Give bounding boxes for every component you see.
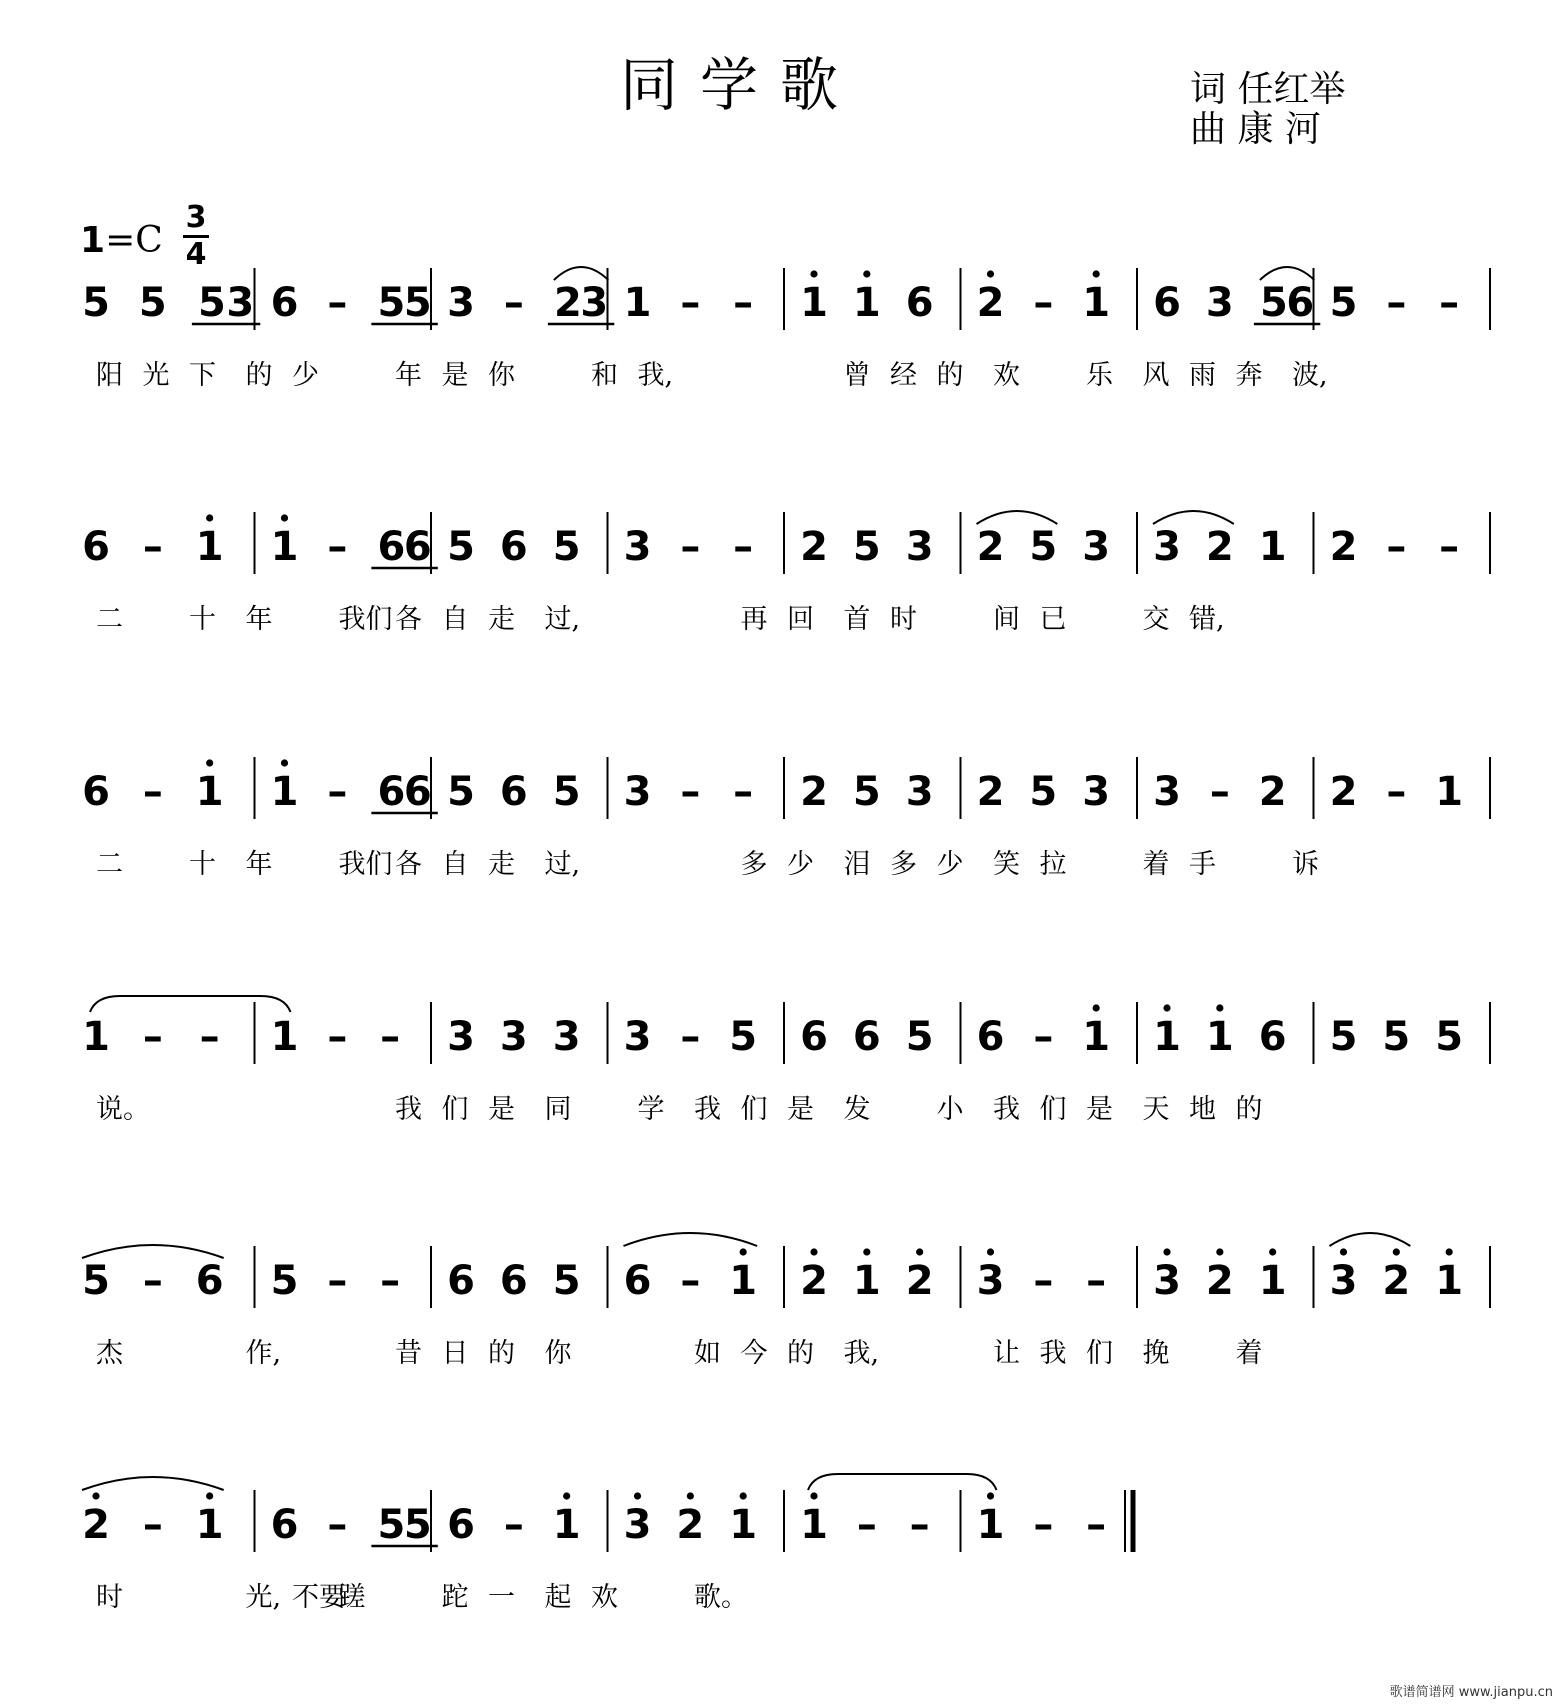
note-5: 5 xyxy=(82,1258,110,1304)
lyric: 我们 xyxy=(338,604,393,635)
lyric: 日 xyxy=(441,1338,469,1369)
lyric: 风 xyxy=(1142,360,1170,391)
note-5: 5 xyxy=(403,1502,432,1548)
lyric: 小 xyxy=(936,1094,964,1125)
lyric: 二 xyxy=(96,604,123,635)
note-3: 3 xyxy=(499,1014,528,1060)
note-3: 3 xyxy=(580,280,609,326)
lyric: 学 xyxy=(637,1094,665,1125)
octave-dot xyxy=(687,1492,694,1499)
lyric: 各 xyxy=(395,604,422,635)
octave-dot xyxy=(1093,270,1100,277)
note-5: 5 xyxy=(1029,524,1058,570)
lyric: 你 xyxy=(544,1338,572,1369)
lyric: 杰 xyxy=(96,1338,123,1369)
octave-dot xyxy=(563,1492,570,1499)
lyric: 是 xyxy=(441,360,469,391)
dash-note: – xyxy=(733,769,754,815)
note-5: 5 xyxy=(905,1014,934,1060)
dash-note: – xyxy=(199,1014,220,1060)
lyric: 年 xyxy=(395,360,422,391)
lyric: 各 xyxy=(395,849,422,880)
dash-note: – xyxy=(503,280,524,326)
octave-dot xyxy=(1216,1248,1223,1255)
lyric: 再 xyxy=(740,604,768,635)
lyric: 的 xyxy=(245,360,273,391)
lyric: 发 xyxy=(843,1094,871,1125)
note-5: 5 xyxy=(447,769,475,815)
dash-note: – xyxy=(680,1258,701,1304)
note-2: 2 xyxy=(1329,524,1358,570)
octave-dot xyxy=(634,1492,641,1499)
octave-dot xyxy=(281,759,288,766)
lyric: 着 xyxy=(1142,849,1170,880)
octave-dot xyxy=(206,514,213,521)
note-6: 6 xyxy=(403,769,432,815)
note-1: 1 xyxy=(82,1014,110,1060)
lyric: 阳 xyxy=(96,360,123,391)
note-1: 1 xyxy=(195,524,224,570)
note-6: 6 xyxy=(499,769,528,815)
note-5: 5 xyxy=(377,280,406,326)
octave-dot xyxy=(1340,1248,1347,1255)
lyric: 走 xyxy=(488,849,515,880)
note-1: 1 xyxy=(270,769,299,815)
lyric: 拉 xyxy=(1039,849,1067,880)
note-2: 2 xyxy=(976,280,1005,326)
lyric: 的 xyxy=(488,1338,515,1369)
dash-note: – xyxy=(680,524,701,570)
lyric: 我, xyxy=(637,360,674,391)
note-3: 3 xyxy=(623,1014,652,1060)
note-6: 6 xyxy=(447,1502,475,1548)
octave-dot xyxy=(916,1248,923,1255)
note-1: 1 xyxy=(729,1502,758,1548)
lyric: 昔 xyxy=(395,1338,422,1369)
octave-dot xyxy=(987,1248,994,1255)
lyric: 诉 xyxy=(1292,849,1319,880)
dash-note: – xyxy=(733,280,754,326)
note-2: 2 xyxy=(1205,524,1234,570)
note-6: 6 xyxy=(82,524,110,570)
dash-note: – xyxy=(380,1014,401,1060)
dash-note: – xyxy=(1086,1258,1107,1304)
note-5: 5 xyxy=(138,280,167,326)
note-6: 6 xyxy=(82,769,110,815)
note-3: 3 xyxy=(623,524,652,570)
lyric: 时 xyxy=(890,604,917,635)
note-1: 1 xyxy=(195,1502,224,1548)
dash-note: – xyxy=(142,1014,163,1060)
dash-note: – xyxy=(1439,524,1460,570)
lyric: 少 xyxy=(936,849,964,880)
note-2: 2 xyxy=(800,1258,828,1304)
lyric: 年 xyxy=(245,849,273,880)
note-6: 6 xyxy=(377,524,406,570)
note-3: 3 xyxy=(552,1014,581,1060)
octave-dot xyxy=(863,1248,870,1255)
note-5: 5 xyxy=(197,280,226,326)
lyric: 年 xyxy=(245,604,273,635)
lyric: 我 xyxy=(395,1094,422,1125)
note-6: 6 xyxy=(976,1014,1005,1060)
lyric: 蹉 xyxy=(338,1582,366,1613)
note-2: 2 xyxy=(800,524,828,570)
note-1: 1 xyxy=(1153,1014,1181,1060)
lyric: 说。 xyxy=(96,1094,150,1125)
note-1: 1 xyxy=(800,1502,828,1548)
note-3: 3 xyxy=(623,769,652,815)
note-5: 5 xyxy=(270,1258,299,1304)
lyric: 错, xyxy=(1189,604,1225,635)
dash-note: – xyxy=(327,524,348,570)
lyric: 挽 xyxy=(1142,1338,1170,1369)
watermark: 歌谱简谱网 www.jianpu.cn xyxy=(1389,1685,1553,1700)
lyric: 回 xyxy=(787,604,814,635)
lyric: 让 xyxy=(993,1338,1020,1369)
time-signature-bottom: 4 xyxy=(185,237,207,272)
note-1: 1 xyxy=(1258,1258,1287,1304)
lyric: 波, xyxy=(1292,360,1328,391)
note-1: 1 xyxy=(1082,1014,1111,1060)
note-5: 5 xyxy=(377,1502,406,1548)
lyric: 二 xyxy=(96,849,123,880)
lyric: 雨 xyxy=(1189,360,1216,391)
dash-note: – xyxy=(1086,1502,1107,1548)
note-6: 6 xyxy=(800,1014,828,1060)
slur xyxy=(82,1245,224,1258)
note-6: 6 xyxy=(1153,280,1181,326)
note-6: 6 xyxy=(270,280,299,326)
note-1: 1 xyxy=(852,1258,881,1304)
lyric: 光, xyxy=(245,1582,282,1613)
octave-dot xyxy=(740,1492,747,1499)
note-6: 6 xyxy=(499,1258,528,1304)
note-3: 3 xyxy=(1082,524,1111,570)
lyric: 的 xyxy=(787,1338,814,1369)
octave-dot xyxy=(740,1248,747,1255)
note-3: 3 xyxy=(623,1502,652,1548)
dash-note: – xyxy=(1033,1014,1054,1060)
lyric: 一 xyxy=(488,1582,515,1613)
slur xyxy=(1260,267,1314,280)
note-1: 1 xyxy=(1258,524,1287,570)
note-3: 3 xyxy=(447,280,475,326)
tie xyxy=(90,996,291,1012)
slur xyxy=(1153,511,1234,524)
song-title: 同学歌 xyxy=(619,51,860,119)
dash-note: – xyxy=(680,769,701,815)
note-1: 1 xyxy=(1435,1258,1464,1304)
dash-note: – xyxy=(1209,769,1230,815)
note-6: 6 xyxy=(623,1258,652,1304)
note-5: 5 xyxy=(1382,1014,1411,1060)
lyric: 如 xyxy=(694,1338,721,1369)
note-5: 5 xyxy=(852,769,881,815)
lyric: 光 xyxy=(142,360,170,391)
note-1: 1 xyxy=(1205,1014,1234,1060)
note-6: 6 xyxy=(270,1502,299,1548)
octave-dot xyxy=(1216,1004,1223,1011)
dash-note: – xyxy=(142,524,163,570)
lyric: 们 xyxy=(1039,1094,1067,1125)
note-2: 2 xyxy=(1382,1258,1411,1304)
octave-dot xyxy=(987,270,994,277)
lyric: 首 xyxy=(843,604,871,635)
lyric: 同 xyxy=(544,1094,572,1125)
lyric: 已 xyxy=(1039,604,1067,635)
lyric: 走 xyxy=(488,604,515,635)
octave-dot xyxy=(810,270,817,277)
lyric: 我 xyxy=(1039,1338,1067,1369)
lyric: 曾 xyxy=(843,360,871,391)
slur xyxy=(1330,1233,1411,1246)
note-6: 6 xyxy=(852,1014,881,1060)
lyric: 我 xyxy=(993,1094,1020,1125)
lyric: 们 xyxy=(1086,1338,1113,1369)
octave-dot xyxy=(281,514,288,521)
octave-dot xyxy=(206,759,213,766)
lyric: 作, xyxy=(245,1338,282,1369)
lyric: 十 xyxy=(189,849,216,880)
lyric: 奔 xyxy=(1235,360,1263,391)
slur xyxy=(977,511,1058,524)
note-2: 2 xyxy=(976,524,1005,570)
lyric: 是 xyxy=(1086,1094,1113,1125)
note-5: 5 xyxy=(1435,1014,1464,1060)
note-3: 3 xyxy=(447,1014,475,1060)
note-1: 1 xyxy=(1435,769,1464,815)
lyric: 我, xyxy=(843,1338,880,1369)
note-3: 3 xyxy=(1205,280,1234,326)
lyric: 我 xyxy=(694,1094,721,1125)
lyric: 欢 xyxy=(591,1582,618,1613)
note-6: 6 xyxy=(905,280,934,326)
note-1: 1 xyxy=(852,280,881,326)
note-3: 3 xyxy=(1153,524,1181,570)
lyric: 是 xyxy=(787,1094,814,1125)
lyric: 多 xyxy=(890,849,917,880)
dash-note: – xyxy=(142,1502,163,1548)
note-5: 5 xyxy=(852,524,881,570)
note-1: 1 xyxy=(270,524,299,570)
note-1: 1 xyxy=(270,1014,299,1060)
note-3: 3 xyxy=(1082,769,1111,815)
lyric: 们 xyxy=(441,1094,469,1125)
note-3: 3 xyxy=(976,1258,1005,1304)
note-2: 2 xyxy=(676,1502,705,1548)
octave-dot xyxy=(1269,1248,1276,1255)
lyric: 多 xyxy=(740,849,768,880)
note-3: 3 xyxy=(226,280,255,326)
dash-note: – xyxy=(1033,1502,1054,1548)
note-2: 2 xyxy=(905,1258,934,1304)
note-5: 5 xyxy=(447,524,475,570)
dash-note: – xyxy=(680,1014,701,1060)
dash-note: – xyxy=(1033,1258,1054,1304)
key-eq: =C xyxy=(105,220,163,261)
lyric: 的 xyxy=(1235,1094,1263,1125)
lyric: 是 xyxy=(488,1094,515,1125)
dash-note: – xyxy=(856,1502,877,1548)
dash-note: – xyxy=(327,1258,348,1304)
note-2: 2 xyxy=(1258,769,1287,815)
note-5: 5 xyxy=(1259,280,1288,326)
lyric: 自 xyxy=(441,604,469,635)
note-1: 1 xyxy=(552,1502,581,1548)
note-1: 1 xyxy=(976,1502,1005,1548)
note-2: 2 xyxy=(1329,769,1358,815)
lyric: 起 xyxy=(544,1582,572,1613)
note-5: 5 xyxy=(1329,1014,1358,1060)
dash-note: – xyxy=(142,1258,163,1304)
note-1: 1 xyxy=(800,280,828,326)
lyric: 天 xyxy=(1142,1094,1170,1125)
tie xyxy=(808,1474,997,1490)
dash-note: – xyxy=(1386,524,1407,570)
note-1: 1 xyxy=(195,769,224,815)
octave-dot xyxy=(863,270,870,277)
lyric: 交 xyxy=(1142,604,1170,635)
dash-note: – xyxy=(380,1258,401,1304)
octave-dot xyxy=(1093,1004,1100,1011)
note-6: 6 xyxy=(1286,280,1315,326)
octave-dot xyxy=(810,1492,817,1499)
octave-dot xyxy=(1446,1248,1453,1255)
dash-note: – xyxy=(909,1502,930,1548)
lyric: 少 xyxy=(292,360,319,391)
key-tonic: 1 xyxy=(80,220,106,261)
lyric: 歌。 xyxy=(694,1582,748,1613)
lyric: 间 xyxy=(993,604,1020,635)
lyric: 欢 xyxy=(993,360,1020,391)
octave-dot xyxy=(987,1492,994,1499)
note-1: 1 xyxy=(623,280,652,326)
note-5: 5 xyxy=(1029,769,1058,815)
note-6: 6 xyxy=(1258,1014,1287,1060)
dash-note: – xyxy=(142,769,163,815)
note-3: 3 xyxy=(1153,769,1181,815)
note-5: 5 xyxy=(82,280,110,326)
note-6: 6 xyxy=(377,769,406,815)
note-3: 3 xyxy=(1153,1258,1181,1304)
lyric: 笑 xyxy=(993,849,1020,880)
dash-note: – xyxy=(1033,280,1054,326)
note-2: 2 xyxy=(1205,1258,1234,1304)
lyric: 跎 xyxy=(441,1582,469,1613)
note-3: 3 xyxy=(905,769,934,815)
dash-note: – xyxy=(327,280,348,326)
lyric: 下 xyxy=(189,360,216,391)
note-2: 2 xyxy=(800,769,828,815)
lyric: 们 xyxy=(740,1094,768,1125)
lyricist-credit: 词 任红举 xyxy=(1190,69,1346,110)
lyric: 手 xyxy=(1189,849,1216,880)
note-5: 5 xyxy=(1329,280,1358,326)
octave-dot xyxy=(92,1492,99,1499)
lyric: 地 xyxy=(1189,1094,1216,1125)
slur xyxy=(554,267,608,280)
note-1: 1 xyxy=(1082,280,1111,326)
octave-dot xyxy=(1163,1004,1170,1011)
lyric: 的 xyxy=(936,360,964,391)
lyric: 你 xyxy=(488,360,515,391)
note-5: 5 xyxy=(403,280,432,326)
lyric: 今 xyxy=(740,1338,768,1369)
octave-dot xyxy=(810,1248,817,1255)
lyric: 我们 xyxy=(338,849,393,880)
dash-note: – xyxy=(327,769,348,815)
time-signature-top: 3 xyxy=(185,200,207,235)
lyric: 少 xyxy=(787,849,814,880)
lyric: 经 xyxy=(890,360,917,391)
composer-credit: 曲 康 河 xyxy=(1190,109,1321,150)
lyric: 着 xyxy=(1235,1338,1263,1369)
note-2: 2 xyxy=(82,1502,110,1548)
lyric: 不要 xyxy=(292,1582,346,1613)
octave-dot xyxy=(1393,1248,1400,1255)
dash-note: – xyxy=(327,1014,348,1060)
note-2: 2 xyxy=(976,769,1005,815)
dash-note: – xyxy=(1386,769,1407,815)
note-3: 3 xyxy=(1329,1258,1358,1304)
lyric: 过, xyxy=(544,849,581,880)
dash-note: – xyxy=(327,1502,348,1548)
lyric: 自 xyxy=(441,849,469,880)
octave-dot xyxy=(206,1492,213,1499)
note-5: 5 xyxy=(729,1014,758,1060)
note-3: 3 xyxy=(905,524,934,570)
note-6: 6 xyxy=(499,524,528,570)
octave-dot xyxy=(1163,1248,1170,1255)
note-6: 6 xyxy=(195,1258,224,1304)
slur xyxy=(624,1233,758,1246)
note-5: 5 xyxy=(552,769,581,815)
slur xyxy=(82,1477,224,1490)
note-6: 6 xyxy=(403,524,432,570)
dash-note: – xyxy=(680,280,701,326)
dash-note: – xyxy=(1386,280,1407,326)
note-1: 1 xyxy=(729,1258,758,1304)
dash-note: – xyxy=(733,524,754,570)
lyric: 和 xyxy=(591,360,618,391)
lyric: 时 xyxy=(96,1582,123,1613)
lyric: 泪 xyxy=(843,849,871,880)
note-6: 6 xyxy=(447,1258,475,1304)
note-2: 2 xyxy=(553,280,582,326)
note-5: 5 xyxy=(552,524,581,570)
lyric: 乐 xyxy=(1086,360,1113,391)
lyric: 过, xyxy=(544,604,581,635)
lyric: 十 xyxy=(189,604,216,635)
dash-note: – xyxy=(1439,280,1460,326)
dash-note: – xyxy=(503,1502,524,1548)
note-5: 5 xyxy=(552,1258,581,1304)
